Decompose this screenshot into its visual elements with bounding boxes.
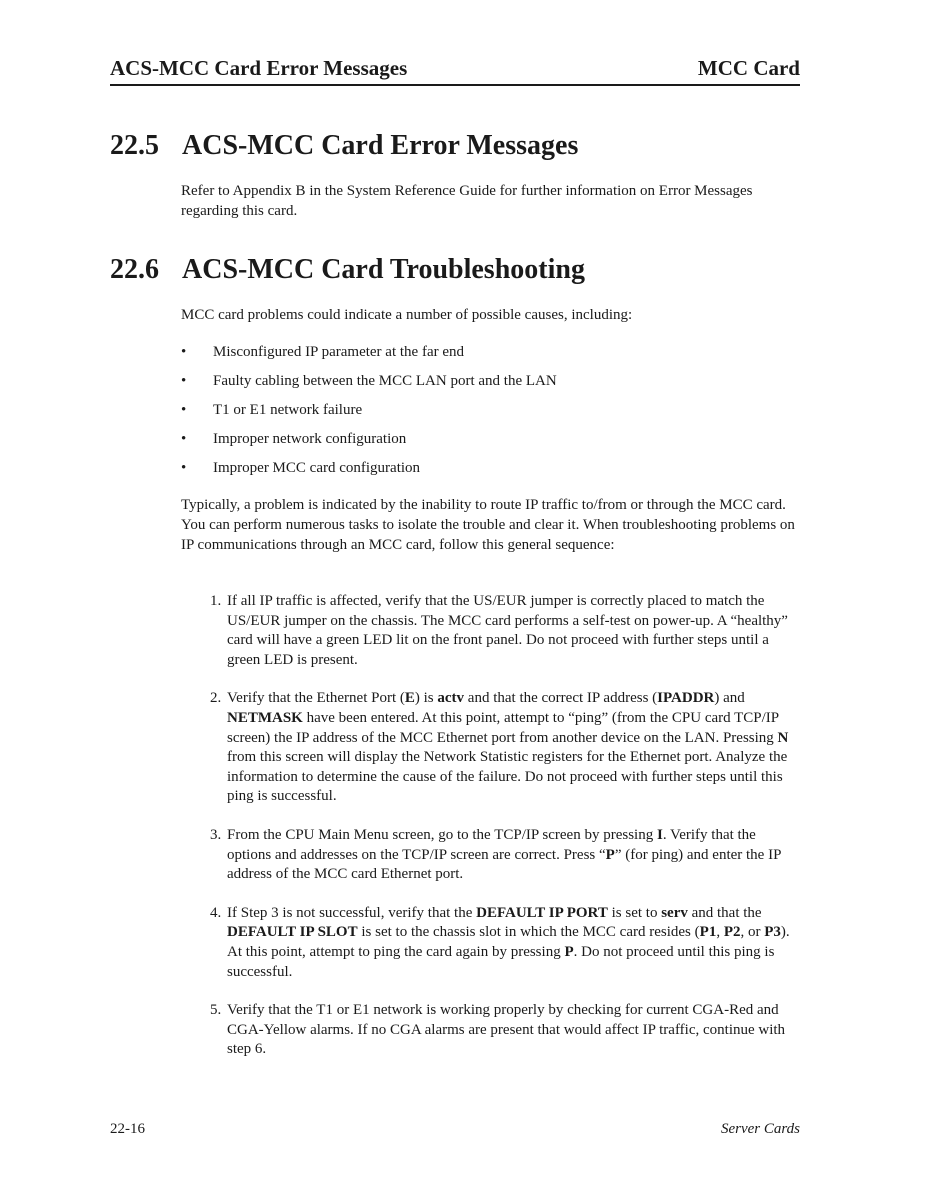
causes-list xyxy=(181,342,781,487)
list-item: • Improper MCC card configuration xyxy=(181,460,421,476)
bullet-icon: • xyxy=(181,344,187,360)
section-22-6-heading xyxy=(110,254,585,286)
step-4: 4. If Step 3 is not successful, verify that the DEFAULT IP PORT is set to serv and that the DEFAULT IP SLOT is set to the chassis slot in which the MCC card resides (P1, P2, or P3). At this point, attempt to ping the card again by pressing P. Do not proceed until this ping is successful. xyxy=(210,904,790,980)
step-number: 3. xyxy=(210,826,222,843)
page-number: 22-16 xyxy=(110,1121,145,1137)
step-number: 1. xyxy=(210,593,222,609)
list-item: • Misconfigured IP parameter at the far end xyxy=(181,344,465,360)
bullet-icon: • xyxy=(181,373,187,389)
section-title: ACS-MCC Card Troubleshooting xyxy=(182,254,585,285)
step-text: If all IP traffic is affected, verify that the US/EUR jumper is correctly placed to match the US/EUR jumper on the chassis. The MCC card performs a self-test on power-up. A “healthy” card will have a green LED lit on the front panel. Do not proceed with further steps until a green LED is present. xyxy=(227,593,788,668)
step-2: 2. Verify that the Ethernet Port (E) is actv and that the correct IP address (IPADDR) and NETMASK have been entered. At this point, attempt to “ping” (from the CPU card TCP/IP screen) the IP address of the MCC Ethernet port from another device on the LAN. Pressing N from this screen will display the Network Statistic registers for the Ethernet port. Analyze the information to determine the cause of the failure. Do not proceed with further steps until this ping is successful. xyxy=(210,690,789,805)
step-5 xyxy=(210,1001,800,1060)
troubleshooting-steps xyxy=(210,592,800,1079)
header-left-title: ACS-MCC Card Error Messages xyxy=(110,56,408,80)
step-1 xyxy=(210,592,800,670)
section-22-5-body: Refer to Appendix B in the System Reference Guide for further information on Error Messages regarding this card. xyxy=(181,183,753,219)
list-item: • T1 or E1 network failure xyxy=(181,402,363,418)
section-22-5-heading xyxy=(110,130,578,162)
list-item: • Faulty cabling between the MCC LAN port and the LAN xyxy=(181,373,557,389)
typically-paragraph: Typically, a problem is indicated by the inability to route IP traffic to/from or through the MCC card. You can perform numerous tasks to isolate the trouble and clear it. When troubleshooting problems on IP communications through an MCC card, follow this general sequence: xyxy=(181,497,795,553)
step-text: Verify that the T1 or E1 network is working properly by checking for current CGA-Red and CGA-Yellow alarms. If no CGA alarms are present that would affect IP traffic, continue with step 6. xyxy=(227,1002,786,1058)
section-title: ACS-MCC Card Error Messages xyxy=(182,130,579,161)
header-right-title: MCC Card xyxy=(697,56,800,80)
list-item: • Improper network configuration xyxy=(181,431,407,447)
section-number: 22.6 xyxy=(110,254,159,285)
footer-chapter-title: Server Cards xyxy=(720,1121,800,1137)
step-number: 5. xyxy=(210,1002,222,1019)
causes-intro: MCC card problems could indicate a number of possible causes, including: xyxy=(181,307,633,323)
step-number: 2. xyxy=(210,690,222,707)
section-number: 22.5 xyxy=(110,130,159,161)
bullet-icon: • xyxy=(181,431,187,447)
step-3: 3. From the CPU Main Menu screen, go to the TCP/IP screen by pressing I. Verify that the options and addresses on the TCP/IP screen are correct. Press “P” (for ping) and enter the IP address of the MCC card Ethernet port. xyxy=(210,826,781,883)
bullet-icon: • xyxy=(181,402,187,418)
running-header xyxy=(110,56,800,86)
bullet-icon: • xyxy=(181,460,187,476)
step-number: 4. xyxy=(210,904,222,921)
